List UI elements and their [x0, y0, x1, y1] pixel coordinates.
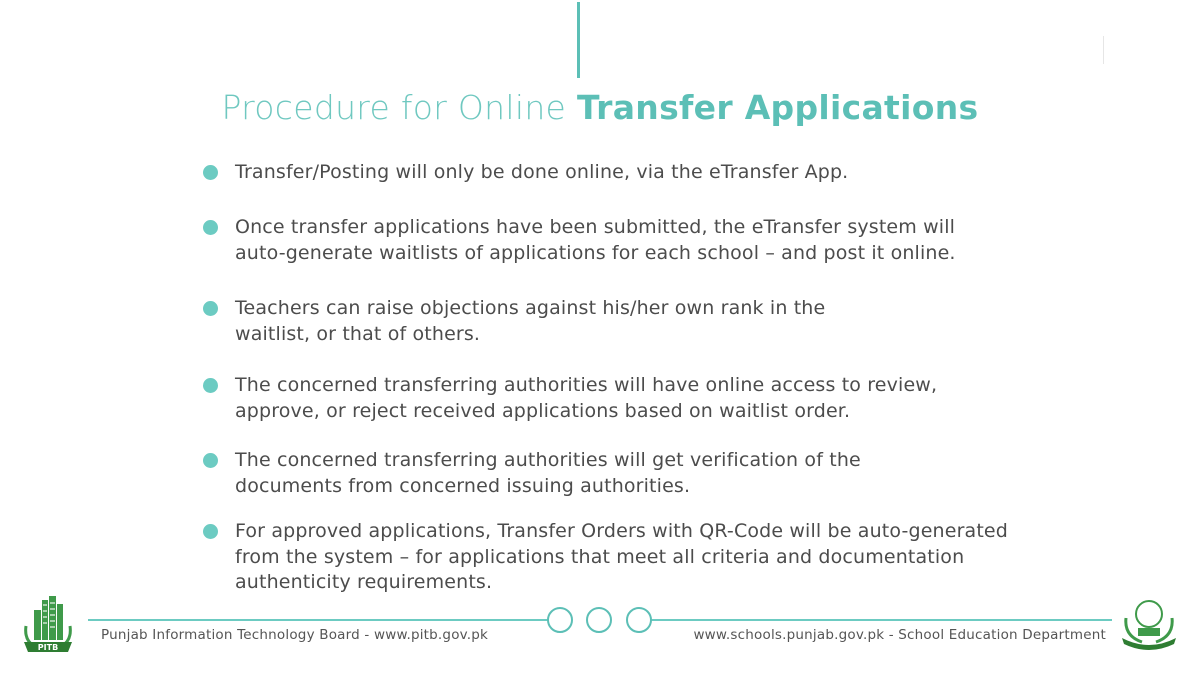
bullet-text	[235, 373, 1095, 424]
bullet-line: The concerned transferring authorities will get verification of the	[235, 449, 861, 471]
footer-left-text: Punjab Information Technology Board - www.pitb.gov.pk	[101, 627, 489, 643]
footer-line-left	[88, 619, 548, 621]
footer-right-text: www.schools.punjab.gov.pk - School Education Department	[693, 627, 1106, 643]
bullet-line: from the system – for applications that meet all criteria and documentation	[235, 545, 965, 568]
bullet-text	[235, 160, 1095, 186]
footer-circle-icon	[586, 607, 612, 633]
title-light-part: Procedure for Online	[221, 88, 577, 127]
pitb-logo-icon	[20, 596, 76, 656]
bullet-line: authenticity requirements.	[235, 571, 493, 593]
bullet-dot-icon	[203, 378, 218, 393]
bullet-line: For approved applications, Transfer Orders with QR-Code will be auto-generated	[235, 520, 1008, 542]
pitb-logo-text: PITB	[37, 643, 59, 652]
government-emblem-icon	[1116, 596, 1182, 652]
bullet-line: Teachers can raise objections against his/her own rank in the	[235, 297, 826, 319]
bullet-line: approve, or reject received applications based on waitlist order.	[235, 399, 851, 422]
footer-circle-icon	[547, 607, 573, 633]
bullet-text	[235, 448, 1095, 499]
bullet-dot-icon	[203, 220, 218, 235]
bullet-line: Transfer/Posting will only be done online, via the eTransfer App.	[235, 161, 849, 183]
title-bold-part: Transfer Applications	[576, 88, 979, 127]
bullet-dot-icon	[203, 165, 218, 180]
bullet-line: The concerned transferring authorities will have online access to review,	[235, 374, 938, 396]
bullet-text	[235, 215, 1095, 266]
footer-circle-icon	[626, 607, 652, 633]
bullet-line: Once transfer applications have been submitted, the eTransfer system will	[235, 216, 956, 238]
bullet-line: waitlist, or that of others.	[235, 322, 481, 345]
bullet-line: auto-generate waitlists of applications for each school – and post it online.	[235, 241, 956, 264]
footer-line-right	[650, 619, 1112, 621]
bullet-dot-icon	[203, 453, 218, 468]
bullet-dot-icon	[203, 301, 218, 316]
bullet-text	[235, 519, 1095, 596]
bullet-dot-icon	[203, 524, 218, 539]
bullet-text	[235, 296, 1095, 347]
bullet-line: documents from concerned issuing authorities.	[235, 474, 691, 497]
